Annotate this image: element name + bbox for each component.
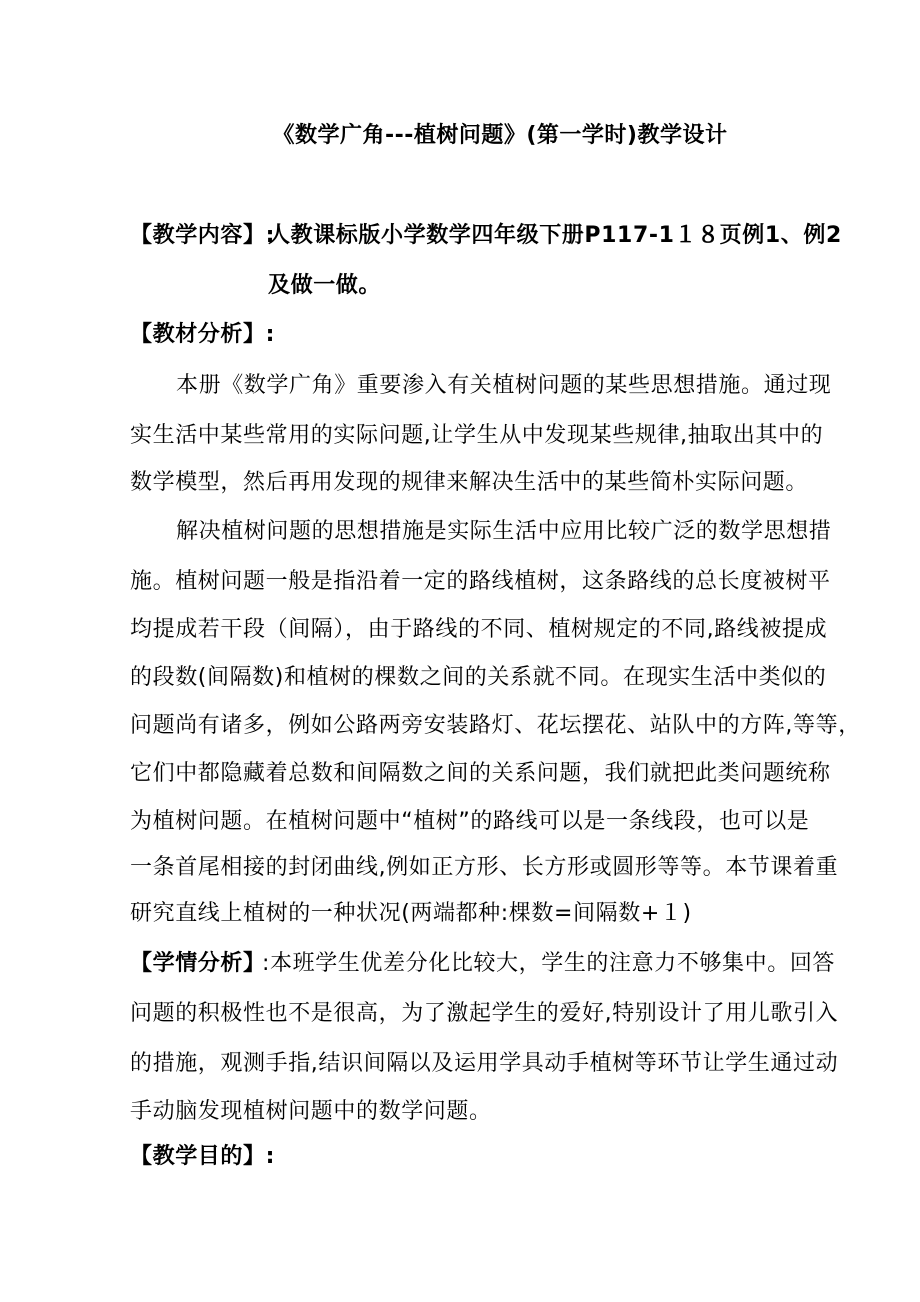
material-paragraph-1-line-2: 实生活中某些常用的实际问题,让学生从中发现某些规律,抽取出其中的 bbox=[130, 423, 824, 448]
student-analysis-line-2: 问题的积极性也不是很高，为了激起学生的爱好,特别设计了用儿歌引入 bbox=[130, 1001, 839, 1026]
student-analysis-line-3: 的措施，观测手指,结识间隔以及运用学具动手植树等环节让学生通过动 bbox=[130, 1051, 839, 1076]
teaching-content-line-2: 及做一做。 bbox=[268, 273, 382, 298]
teaching-goals-heading: 【教学目的】: bbox=[130, 1144, 275, 1169]
material-paragraph-2-line-3: 均提成若干段（间隔），由于路线的不同、植树规定的不同,路线被提成 bbox=[130, 617, 828, 642]
material-paragraph-2-line-7: 为植树问题。在植树问题中“植树”的路线可以是一条线段，也可以是 bbox=[130, 809, 810, 834]
student-analysis-heading: 【学情分析】 bbox=[130, 951, 266, 976]
material-paragraph-2-line-5: 问题尚有诸多，例如公路两旁安装路灯、花坛摆花、站队中的方阵,等等， bbox=[130, 713, 861, 738]
teaching-content-line-1: 人教课标版小学数学四年级下册P117-1１８页例1、例2 bbox=[268, 223, 842, 248]
material-paragraph-2-line-8: 一条首尾相接的封闭曲线,例如正方形、长方形或圆形等等。本节课着重 bbox=[130, 855, 839, 880]
material-paragraph-2-line-2: 施。植树问题一般是指沿着一定的路线植树，这条路线的总长度被树平 bbox=[130, 569, 831, 594]
material-paragraph-2-line-1: 解决植树问题的思想措施是实际生活中应用比较广泛的数学思想措 bbox=[176, 519, 832, 544]
document-title: 《数学广角---植树问题》(第一学时)教学设计 bbox=[272, 123, 728, 148]
material-analysis-heading: 【教材分析】: bbox=[130, 322, 275, 347]
student-analysis-line-1: :本班学生优差分化比较大，学生的注意力不够集中。回答 bbox=[262, 951, 836, 976]
material-paragraph-1-line-3: 数学模型，然后再用发现的规律来解决生活中的某些简朴实际问题。 bbox=[130, 470, 809, 495]
material-paragraph-2-line-6: 它们中都隐藏着总数和间隔数之间的关系问题，我们就把此类问题统称 bbox=[130, 761, 831, 786]
teaching-content-heading: 【教学内容】: bbox=[130, 223, 275, 248]
material-paragraph-2-line-9: 研究直线上植树的一种状况(两端都种:棵数=间隔数+１) bbox=[130, 901, 692, 926]
student-analysis-line-4: 手动脑发现植树问题中的数学问题。 bbox=[130, 1099, 492, 1124]
material-paragraph-2-line-4: 的段数(间隔数)和植树的棵数之间的关系就不同。在现实生活中类似的 bbox=[130, 665, 827, 690]
material-paragraph-1-line-1: 本册《数学广角》重要渗入有关植树问题的某些思想措施。通过现 bbox=[176, 373, 832, 398]
